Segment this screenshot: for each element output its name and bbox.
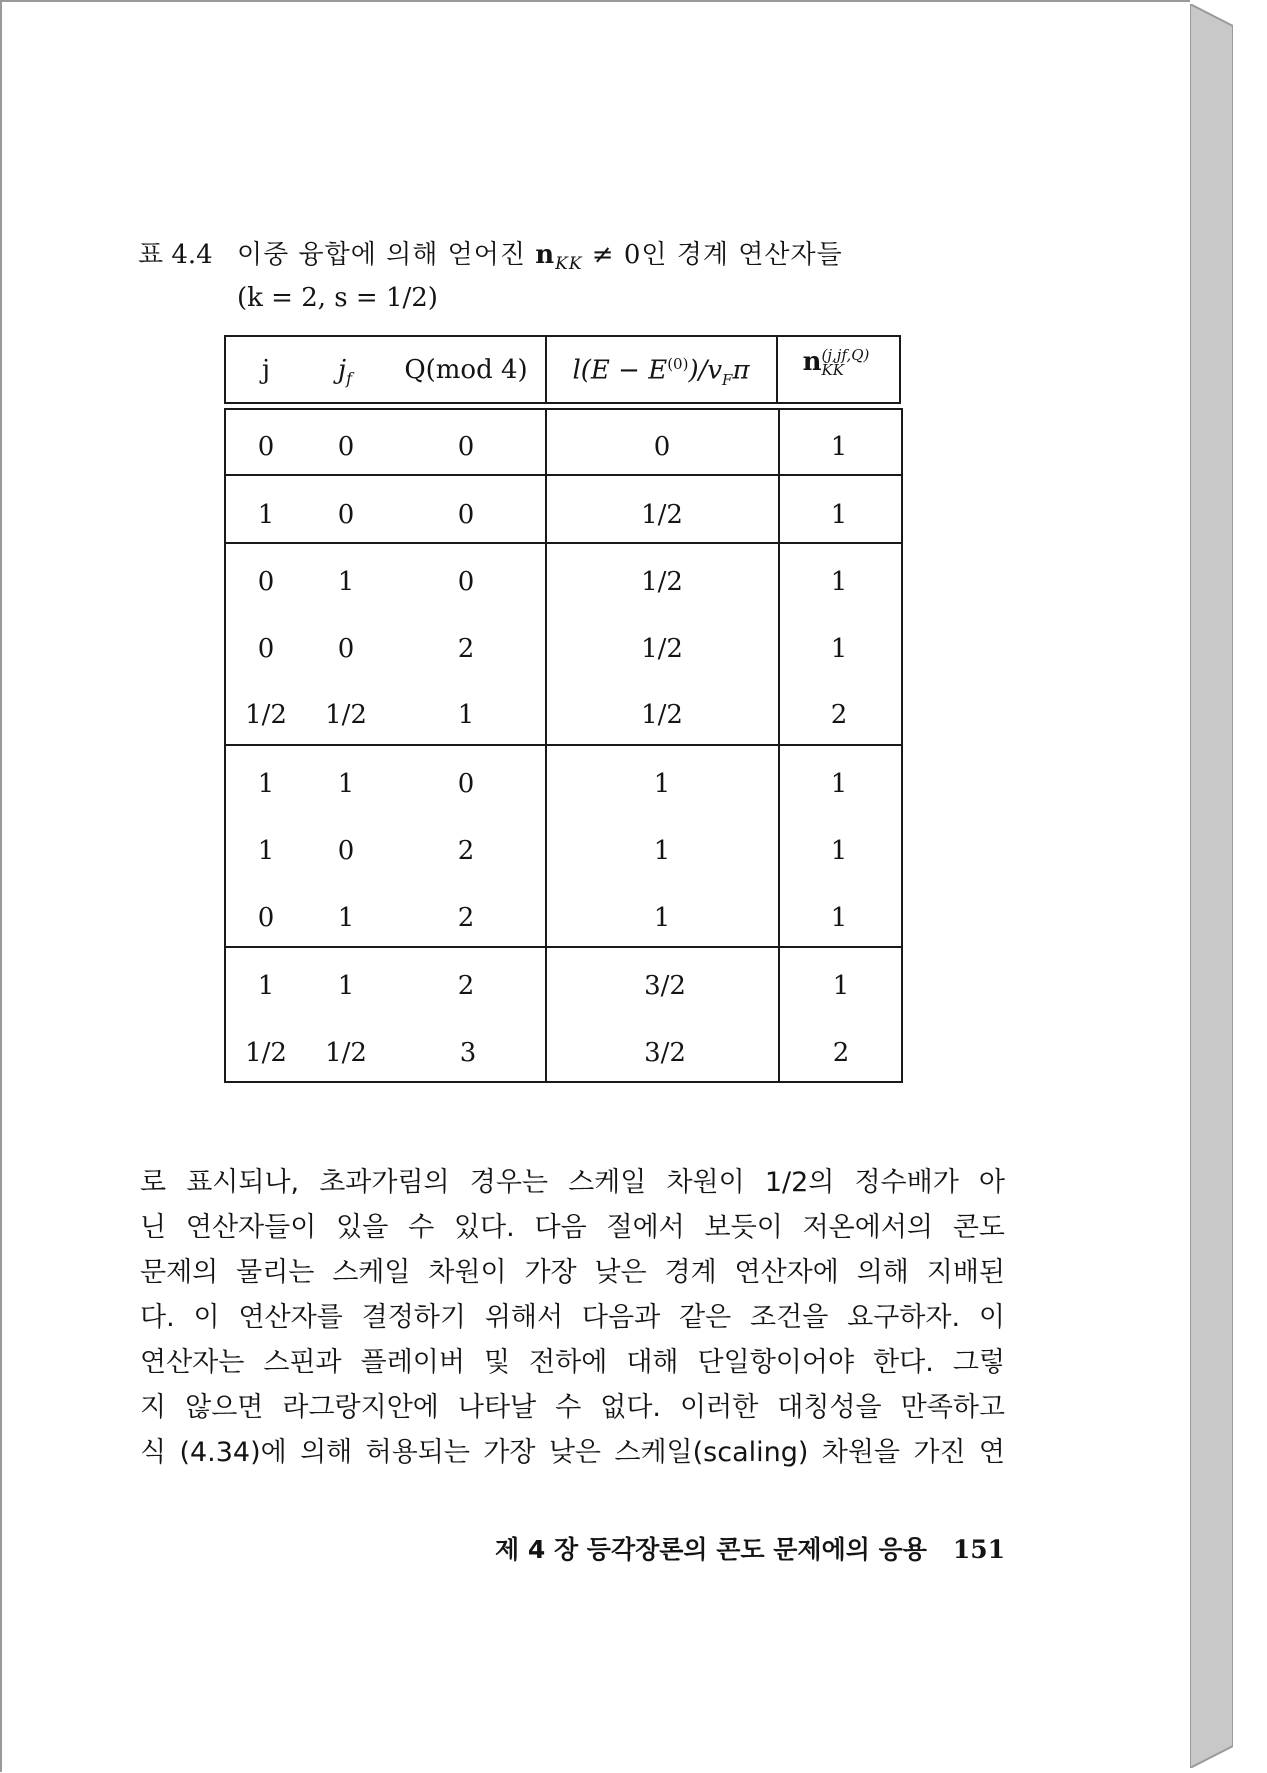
body-line: 문제의 물리는 스케일 차원이 가장 낮은 경계 연산자에 의해 지배된 xyxy=(140,1257,1005,1288)
caption-title-pre: 이중 융합에 의해 얻어진 xyxy=(237,240,536,270)
group-divider-4 xyxy=(224,946,903,948)
header-energy-mid: )/v xyxy=(688,355,723,386)
table-cell: 0 xyxy=(457,500,475,530)
header-energy-sub: F xyxy=(722,370,733,389)
header-energy-sup: (0) xyxy=(667,355,689,373)
header-j: j xyxy=(261,355,271,385)
table-cell: 1 xyxy=(832,971,850,1001)
table-cell: 1 xyxy=(830,567,848,597)
table-cell: 1/2 xyxy=(245,700,287,730)
header-divider-1 xyxy=(545,335,547,404)
table-cell: 1/2 xyxy=(641,500,683,530)
table-cell: 1 xyxy=(653,836,671,866)
table-cell: 2 xyxy=(457,971,475,1001)
table-cell: 0 xyxy=(457,567,475,597)
table-cell: 1 xyxy=(257,769,275,799)
table-cell: 1 xyxy=(830,903,848,933)
body-line: 식 (4.34)에 의해 허용되는 가장 낮은 스케일(scaling) 차원을 가진 연 xyxy=(140,1437,1005,1468)
table-cell: 1 xyxy=(830,769,848,799)
table-cell: 0 xyxy=(257,903,275,933)
header-energy-pre: l(E − E xyxy=(572,355,668,386)
table-cell: 1 xyxy=(830,500,848,530)
table-caption-label: 표 4.4 xyxy=(138,240,213,270)
table-cell: 0 xyxy=(457,432,475,462)
table-header xyxy=(224,335,901,404)
header-n-main: n xyxy=(802,347,822,377)
table-cell: 0 xyxy=(257,634,275,664)
table-cell: 1 xyxy=(337,567,355,597)
header-n-sup: (j,jf,Q) xyxy=(821,346,870,364)
table-cell: 0 xyxy=(257,432,275,462)
table-cell: 1/2 xyxy=(641,634,683,664)
table-caption-title xyxy=(237,234,843,274)
page-edge-shadow xyxy=(1190,4,1233,1768)
page-number: 151 xyxy=(952,1535,1006,1564)
table-cell: 1 xyxy=(337,971,355,1001)
header-energy-post: π xyxy=(732,355,750,386)
header-jf xyxy=(338,355,352,388)
table-cell: 3 xyxy=(459,1038,477,1068)
table-cell: 2 xyxy=(457,903,475,933)
table-cell: 0 xyxy=(653,432,671,462)
body-line: 다. 이 연산자를 결정하기 위해서 다음과 같은 조건을 요구하자. 이 xyxy=(140,1302,1005,1333)
table-caption-params: (k = 2, s = 1/2) xyxy=(237,283,438,313)
table-cell: 1/2 xyxy=(641,700,683,730)
page-footer xyxy=(495,1530,1005,1566)
table-cell: 1 xyxy=(830,836,848,866)
table-cell: 3/2 xyxy=(644,1038,686,1068)
table-cell: 2 xyxy=(830,700,848,730)
table-cell: 1 xyxy=(257,971,275,1001)
table-cell: 1 xyxy=(257,500,275,530)
body-paragraph xyxy=(140,1160,1005,1475)
table-cell: 1 xyxy=(337,769,355,799)
table-cell: 0 xyxy=(257,567,275,597)
group-divider-2 xyxy=(224,542,903,544)
body-line: 지 않으면 라그랑지안에 나타날 수 없다. 이러한 대칭성을 만족하고 xyxy=(140,1392,1005,1423)
footer-chapter: 제 4 장 등각장론의 콘도 문제에의 응용 xyxy=(495,1535,927,1564)
table-cell: 0 xyxy=(337,836,355,866)
header-divider-2 xyxy=(776,335,778,404)
table-cell: 1/2 xyxy=(245,1038,287,1068)
table-cell: 1/2 xyxy=(641,567,683,597)
header-jf-main: j xyxy=(338,355,347,385)
header-energy xyxy=(572,355,749,389)
group-divider-1 xyxy=(224,474,903,476)
table-cell: 0 xyxy=(337,634,355,664)
header-jf-sub: f xyxy=(346,369,352,389)
table-cell: 1 xyxy=(337,903,355,933)
table-cell: 3/2 xyxy=(644,971,686,1001)
table-cell: 2 xyxy=(457,836,475,866)
table-cell: 1 xyxy=(830,432,848,462)
header-n-sub: KK xyxy=(821,361,844,379)
header-q: Q(mod 4) xyxy=(404,355,528,385)
table-cell: 0 xyxy=(337,432,355,462)
table-cell: 1 xyxy=(653,903,671,933)
table-cell: 1/2 xyxy=(325,1038,367,1068)
table-cell: 1 xyxy=(653,769,671,799)
table-cell: 1/2 xyxy=(325,700,367,730)
header-n xyxy=(803,347,870,378)
caption-title-post: ≠ 0인 경계 연산자들 xyxy=(582,240,843,270)
body-line: 연산자는 스핀과 플레이버 및 전하에 대해 단일항이어야 한다. 그렇 xyxy=(140,1347,1005,1378)
caption-symbol-sub: KK xyxy=(555,254,583,275)
table-cell: 2 xyxy=(832,1038,850,1068)
table-cell: 0 xyxy=(457,769,475,799)
group-divider-3 xyxy=(224,744,903,746)
body-line: 로 표시되나, 초과가림의 경우는 스케일 차원이 1/2의 정수배가 아 xyxy=(140,1167,1005,1198)
table-cell: 2 xyxy=(457,634,475,664)
table-cell: 0 xyxy=(337,500,355,530)
caption-symbol-n: n xyxy=(535,240,556,270)
table-cell: 1 xyxy=(257,836,275,866)
table-cell: 1 xyxy=(830,634,848,664)
body-line: 닌 연산자들이 있을 수 있다. 다음 절에서 보듯이 저온에서의 콘도 xyxy=(140,1212,1005,1243)
table-cell: 1 xyxy=(457,700,475,730)
